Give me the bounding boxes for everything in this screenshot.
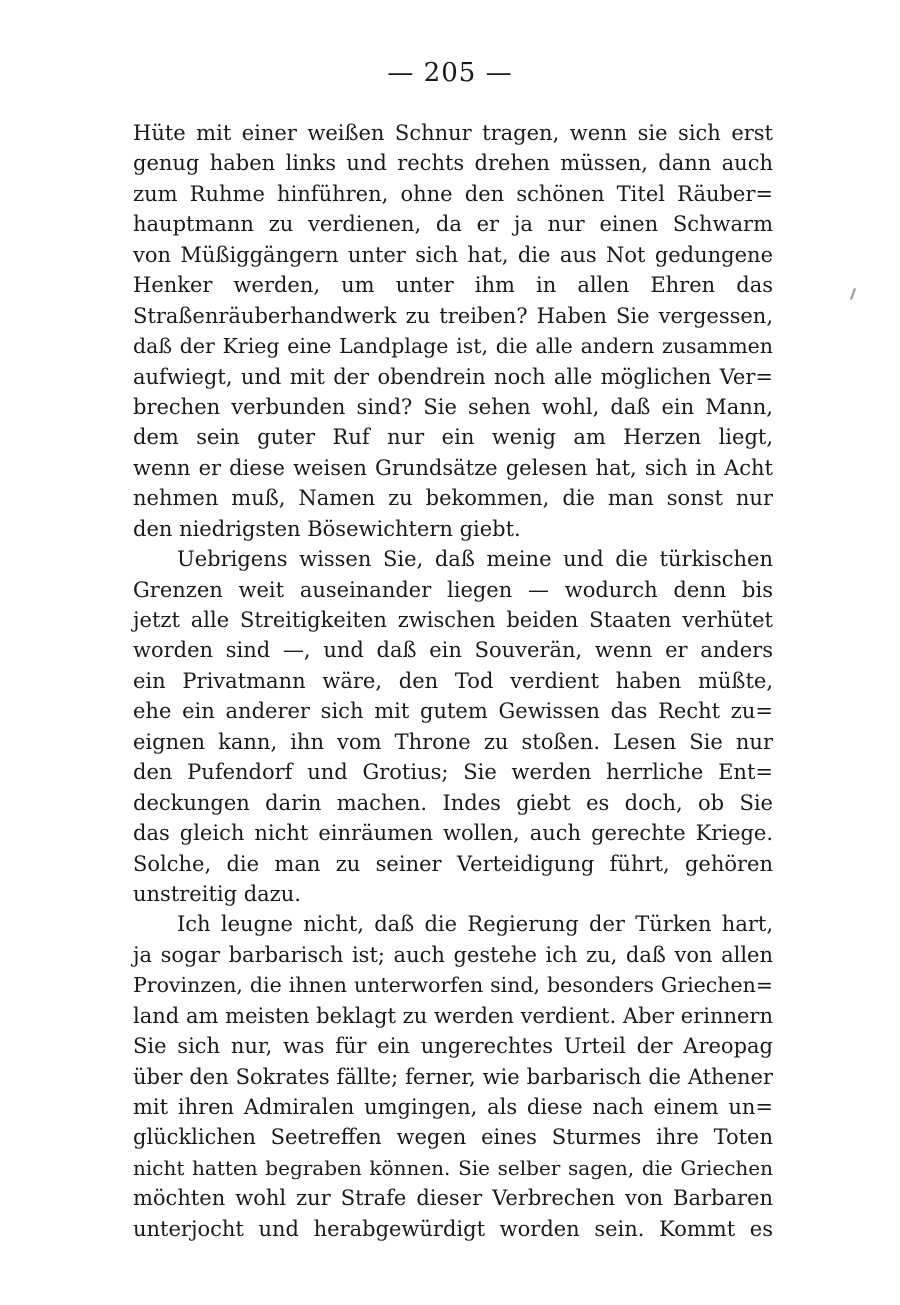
text-line: ja sogar barbarisch ist; auch gestehe ich zu, daß von allen (133, 942, 773, 967)
text-line: deckungen darin machen. Indes giebt es doch, ob Sie (133, 790, 773, 815)
text-line: mit ihren Admiralen umgingen, als diese nach einem un= (133, 1095, 773, 1119)
text-line: nicht hatten begraben können. Sie selber sagen, die Griechen (133, 1155, 773, 1180)
text-line: eignen kann, ihn vom Throne zu stoßen. Lesen Sie nur (133, 729, 773, 754)
text-line: Henker werden, um unter ihm in allen Ehren das (133, 273, 773, 298)
paragraph-end-line: den niedrigsten Bösewichtern giebt. (133, 516, 521, 541)
text-line: ehe ein anderer sich mit gutem Gewissen das Recht zu= (133, 699, 773, 724)
print-smudge (850, 288, 856, 300)
paragraph-start-line: Ich leugne nicht, daß die Regierung der Türken hart, (177, 912, 773, 937)
text-line: daß der Krieg eine Landplage ist, die alle andern zusammen (133, 334, 773, 359)
text-line: land am meisten beklagt zu werden verdient. Aber erinnern (133, 1003, 773, 1028)
text-line: über den Sokrates fällte; ferner, wie barbarisch die Athener (133, 1064, 773, 1089)
text-line: das gleich nicht einräumen wollen, auch gerechte Kriege. (133, 821, 773, 846)
text-line: glücklichen Seetreffen wegen eines Sturmes ihre Toten (133, 1125, 773, 1150)
text-line: Sie sich nur, was für ein ungerechtes Urteil der Areopag (133, 1034, 773, 1059)
text-line: unterjocht und herabgewürdigt worden sein. Kommt es (133, 1216, 773, 1241)
text-line: jetzt alle Streitigkeiten zwischen beiden Staaten verhütet (133, 608, 773, 632)
page-number-header: — 205 — (387, 58, 513, 88)
text-line: genug haben links und rechts drehen müssen, dann auch (133, 151, 773, 176)
text-line: Hüte mit einer weißen Schnur tragen, wenn sie sich erst (133, 121, 773, 145)
text-line: ein Privatmann wäre, den Tod verdient haben müßte, (133, 668, 773, 693)
text-line: möchten wohl zur Strafe dieser Verbrechen von Barbaren (133, 1186, 773, 1211)
text-line: Provinzen, die ihnen unterworfen sind, besonders Griechen= (133, 973, 773, 998)
text-line: zum Ruhme hinführen, ohne den schönen Titel Räuber= (133, 181, 773, 206)
text-line: hauptmann zu verdienen, da er ja nur einen Schwarm (133, 212, 773, 237)
text-line: Solche, die man zu seiner Verteidigung führt, gehören (133, 851, 773, 876)
text-line: nehmen muß, Namen zu bekommen, die man sonst nur (133, 486, 773, 511)
text-line: aufwiegt, und mit der obendrein noch alle möglichen Ver= (133, 364, 773, 389)
text-line: worden sind —, und daß ein Souverän, wenn er anders (133, 638, 773, 663)
paragraph-start-line: Uebrigens wissen Sie, daß meine und die türkischen (177, 547, 773, 572)
text-line: von Müßiggängern unter sich hat, die aus Not gedungene (133, 242, 773, 267)
text-line: den Pufendorf und Grotius; Sie werden herrliche Ent= (133, 760, 773, 785)
text-line: wenn er diese weisen Grundsätze gelesen hat, sich in Acht (133, 455, 773, 480)
text-line: Grenzen weit auseinander liegen — wodurch denn bis (133, 577, 773, 602)
text-line: dem sein guter Ruf nur ein wenig am Herzen liegt, (133, 425, 773, 450)
paragraph-end-line: unstreitig dazu. (133, 881, 301, 906)
text-line: Straßenräuberhandwerk zu treiben? Haben Sie vergessen, (133, 303, 773, 328)
body-text (133, 118, 773, 1244)
text-line: brechen verbunden sind? Sie sehen wohl, daß ein Mann, (133, 394, 773, 419)
